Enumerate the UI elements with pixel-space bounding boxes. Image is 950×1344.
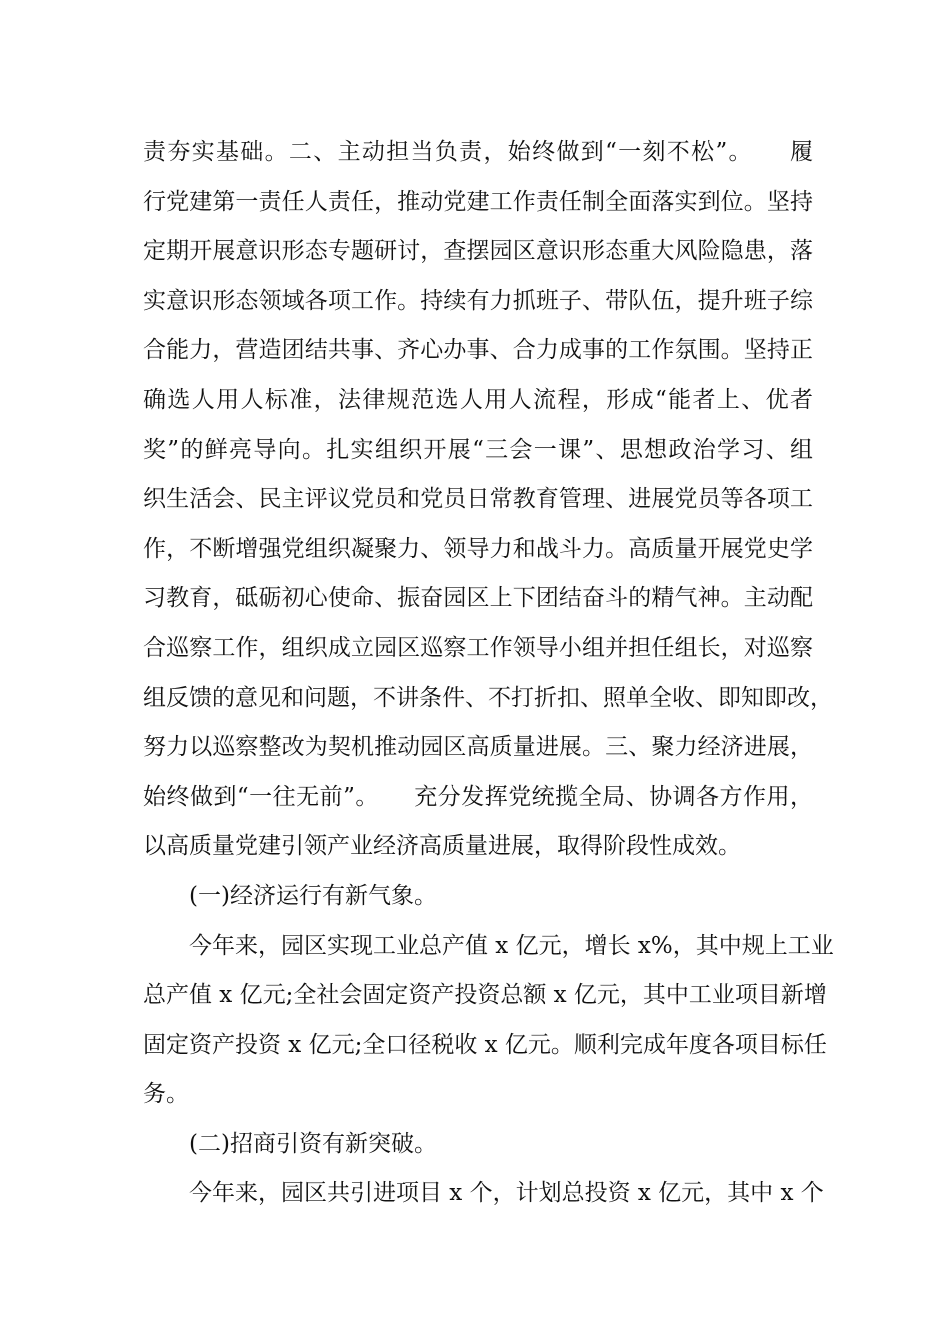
text-line: 确选人用人标准，法律规范选人用人流程，形成“能者上、优者 [143, 386, 813, 413]
text-line: 务。 [143, 1081, 189, 1108]
text-line: 责夯实基础。二、主动担当负责，始终做到“一刻不松”。 履 [143, 139, 813, 165]
text-line: 固定资产投资 x 亿元;全口径税收 x 亿元。顺利完成年度各项目标任 [143, 1031, 827, 1058]
text-line: 合能力，营造团结共事、齐心办事、合力成事的工作氛围。坚持正 [143, 337, 813, 364]
text-line: 努力以巡察整改为契机推动园区高质量进展。三、聚力经济进展， [143, 734, 813, 761]
text-line: 总产值 x 亿元;全社会固定资产投资总额 x 亿元，其中工业项目新增 [143, 982, 827, 1009]
text-line: 织生活会、民主评议党员和党员日常教育管理、进展党员等各项工 [143, 486, 813, 513]
text-line: 以高质量党建引领产业经济高质量进展，取得阶段性成效。 [143, 833, 741, 860]
section-heading: (二)招商引资有新突破。 [189, 1130, 437, 1157]
text-line: 奖”的鲜亮导向。扎实组织开展“三会一课”、思想政治学习、组 [143, 436, 813, 463]
text-line: 组反馈的意见和问题，不讲条件、不打折扣、照单全收、即知即改， [143, 684, 833, 711]
text-line: 习教育，砥砺初心使命、振奋园区上下团结奋斗的精气神。主动配 [143, 585, 813, 612]
text-line: 作，不断增强党组织凝聚力、领导力和战斗力。高质量开展党史学 [143, 535, 813, 562]
text-line: 今年来，园区共引进项目 x 个，计划总投资 x 亿元，其中 x 个 [189, 1180, 824, 1207]
text-line: 定期开展意识形态专题研讨，查摆园区意识形态重大风险隐患，落 [143, 238, 813, 265]
text-line: 实意识形态领域各项工作。持续有力抓班子、带队伍，提升班子综 [143, 287, 813, 314]
section-heading: (一)经济运行有新气象。 [189, 882, 437, 909]
text-line: 合巡察工作，组织成立园区巡察工作领导小组并担任组长，对巡察 [143, 634, 813, 661]
text-line: 今年来，园区实现工业总产值 x 亿元，增长 x%，其中规上工业 [189, 932, 834, 959]
text-line: 行党建第一责任人责任，推动党建工作责任制全面落实到位。坚持 [143, 188, 813, 215]
body-text [143, 128, 834, 1219]
text-line: 始终做到“一往无前”。 充分发挥党统揽全局、协调各方作用， [143, 783, 813, 810]
